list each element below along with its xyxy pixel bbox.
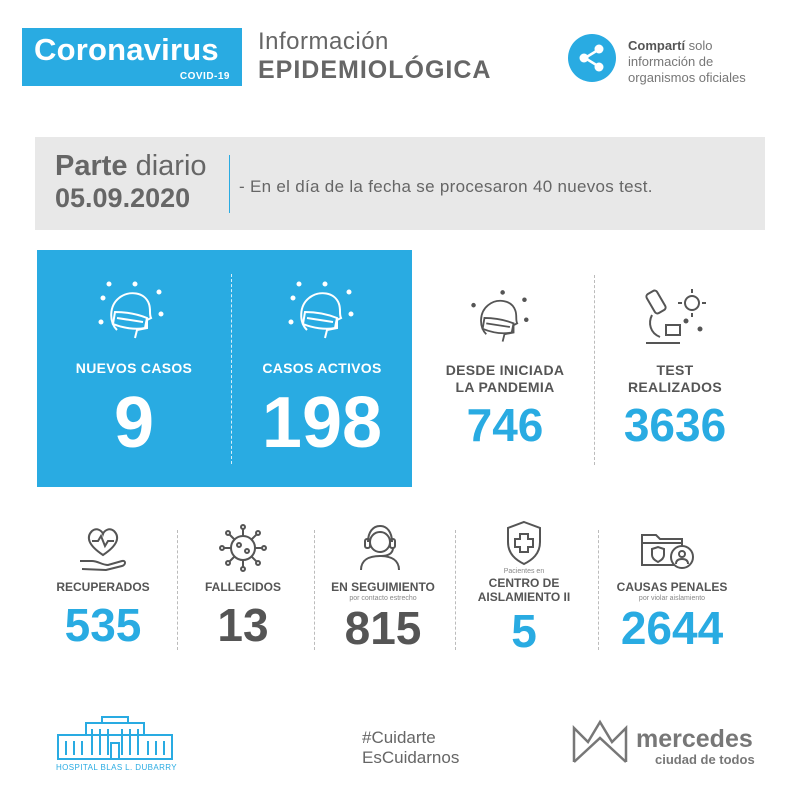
divider	[455, 530, 456, 650]
stat-value: 9	[113, 383, 155, 463]
virus-icon	[218, 523, 268, 578]
divider	[314, 530, 315, 650]
stat-prelabel: Pacientes en	[503, 568, 545, 575]
share-bold: Compartí	[628, 38, 686, 53]
share-icon	[568, 34, 616, 82]
stat-label-line2: AISLAMIENTO II	[477, 590, 571, 604]
info-subtitle: EPIDEMIOLÓGICA	[258, 56, 492, 84]
stat-label-line1: CENTRO DE	[488, 576, 560, 590]
stat-label-line2: LA PANDEMIA	[455, 379, 555, 395]
stat-sublabel: por contacto estrecho	[349, 595, 417, 602]
stat-label-line2: REALIZADOS	[628, 379, 722, 395]
share-line3: organismos oficiales	[628, 70, 746, 85]
headset-operator-icon	[357, 522, 403, 577]
stat-value: 13	[217, 599, 269, 651]
stat-label-line1: TEST	[656, 362, 694, 378]
daily-note: - En el día de la fecha se procesaron 40 nuevos test.	[239, 177, 653, 196]
stat-label: RECUPERADOS	[56, 580, 150, 594]
stat-label: EN SEGUIMIENTO	[331, 580, 435, 594]
stat-value: 2644	[620, 602, 724, 654]
hashtag-line2: EsCuidarnos	[362, 748, 460, 767]
divider	[229, 155, 230, 213]
stat-value: 3636	[623, 399, 727, 451]
masked-head-icon	[466, 287, 532, 352]
city-name: mercedes	[636, 725, 753, 753]
brand-title: Coronavirus	[34, 32, 219, 67]
info-title: Información	[258, 28, 389, 55]
stat-label-line1: DESDE INICIADA	[445, 362, 565, 378]
stat-value: 535	[64, 599, 142, 651]
divider	[594, 275, 595, 465]
divider	[177, 530, 178, 650]
masked-head-icon	[95, 278, 167, 349]
share-line2: información de	[628, 54, 714, 69]
stat-label: FALLECIDOS	[204, 580, 281, 594]
report-date: 05.09.2020	[55, 183, 191, 213]
microscope-icon	[640, 285, 710, 354]
hashtag-line1: #Cuidarte	[362, 728, 436, 747]
stat-label: CASOS ACTIVOS	[262, 360, 382, 376]
stat-sublabel: por violar aislamiento	[638, 595, 706, 602]
stat-value: 5	[511, 605, 537, 657]
medical-shield-icon	[504, 520, 544, 571]
city-slogan: ciudad de todos	[655, 752, 755, 767]
daily-title-bold: Parte	[55, 150, 128, 182]
share-message	[628, 38, 746, 86]
stat-desde-pandemia	[425, 362, 585, 451]
masked-head-icon	[285, 278, 357, 349]
stat-value: 198	[261, 383, 383, 463]
stat-test-realizados	[600, 362, 750, 451]
stat-label: NUEVOS CASOS	[75, 360, 193, 376]
stat-value: 815	[344, 602, 422, 654]
heart-hand-icon	[78, 525, 128, 576]
stat-label: CAUSAS PENALES	[616, 580, 728, 594]
hospital-logo	[56, 715, 174, 766]
share-rest: solo	[685, 38, 713, 53]
stat-en-seguimiento	[318, 580, 448, 654]
divider	[598, 530, 599, 650]
legal-folder-icon	[638, 527, 696, 576]
stat-casos-activos	[232, 360, 412, 463]
stat-nuevos-casos	[37, 360, 231, 463]
stat-fallecidos	[183, 580, 303, 651]
stat-centro-aislamiento	[460, 567, 588, 657]
stat-recuperados	[38, 580, 168, 651]
hospital-name: HOSPITAL BLAS L. DUBARRY	[56, 763, 178, 772]
daily-report-panel	[35, 137, 765, 230]
daily-title-rest: diario	[127, 150, 207, 182]
brand-banner	[22, 28, 242, 86]
stat-value: 746	[466, 399, 544, 451]
daily-title	[55, 151, 207, 182]
highlight-panel	[37, 250, 412, 487]
mercedes-logo-icon	[570, 718, 630, 771]
hashtag	[362, 728, 459, 768]
stat-causas-penales	[602, 580, 742, 654]
brand-subtitle: COVID-19	[179, 71, 230, 82]
